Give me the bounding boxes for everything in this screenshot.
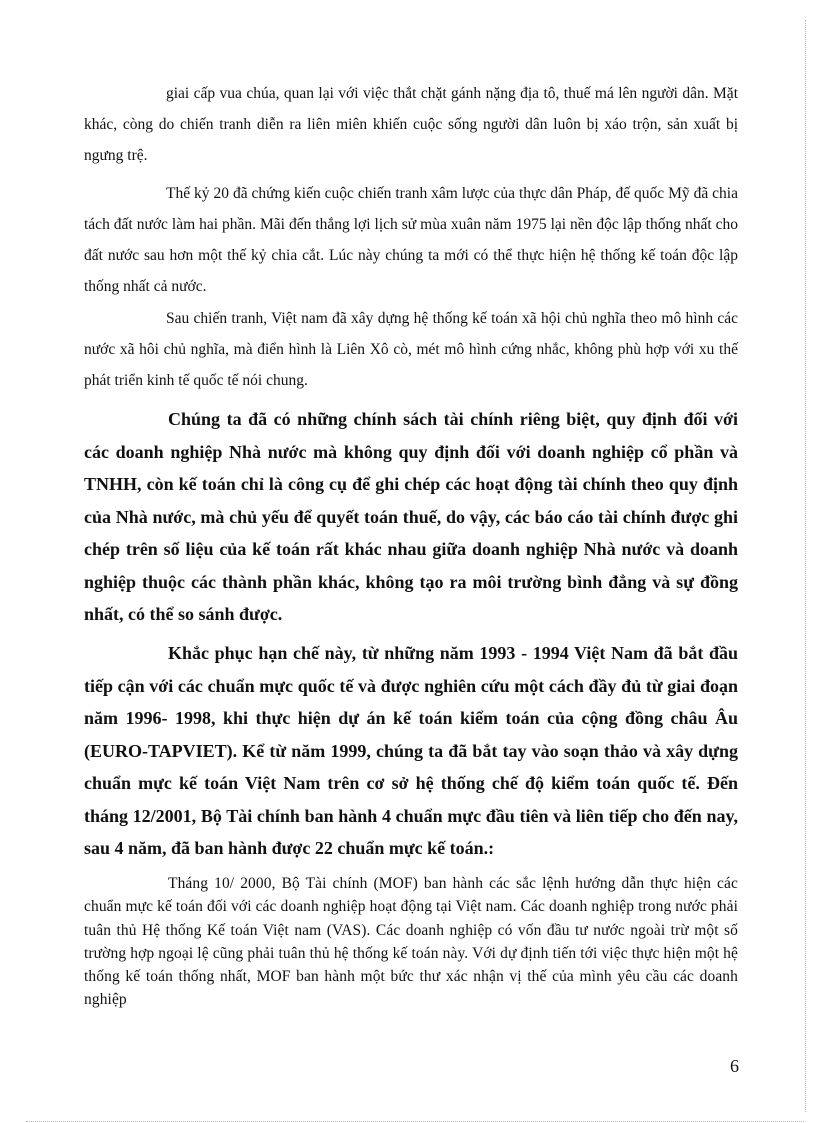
paragraph-2: Thế kỷ 20 đã chứng kiến cuộc chiến tranh xâm lược của thực dân Pháp, đế quốc Mỹ đã chia tách đất nước làm hai phần. Mãi đến thắng lợi lịch sử mùa xuân năm 1975 lại nền độc lập thống nhất cho đất nước sau hơn một thế kỷ chia cắt. Lúc này chúng ta mới có thể thực hiện hệ thống kế toán độc lập thống nhất cả nước. bbox=[84, 185, 738, 295]
paragraph-3: Sau chiến tranh, Việt nam đã xây dựng hệ thống kế toán xã hội chủ nghĩa theo mô hình các nước xã hôi chủ nghĩa, mà điển hình là Liên Xô cò, mét mô hình cứng nhắc, không phù hợp với xu thế phát triển kinh tế quốc tế nói chung. bbox=[84, 310, 738, 389]
page-border-bottom bbox=[26, 1121, 804, 1122]
paragraph-1: giai cấp vua chúa, quan lại với việc thắt chặt gánh nặng địa tô, thuế má lên người dân. Mặt khác, còng do chiến tranh diễn ra liên miên khiến cuộc sống người dân luôn bị xáo trộn, sản xuất bị ngưng trệ. bbox=[84, 85, 738, 164]
page-number: 6 bbox=[730, 1056, 739, 1076]
paragraph-5: Khắc phục hạn chế này, từ những năm 1993 - 1994 Việt Nam đã bắt đầu tiếp cận với các chuẩn mực quốc tế và được nghiên cứu một cách đầy đủ từ giai đoạn năm 1996- 1998, khi thực hiện dự án kế toán kiểm toán của cộng đồng châu Âu (EURO-TAPVIET). Kể từ năm 1999, chúng ta đã bắt tay vào soạn thảo và xây dựng chuẩn mực kế toán Việt Nam trên cơ sở hệ thống chế độ kiểm toán quốc tế. Đến tháng 12/2001, Bộ Tài chính ban hành 4 chuẩn mực đầu tiên và liên tiếp cho đến nay, sau 4 năm, đã ban hành được 22 chuẩn mực kế toán.: bbox=[84, 643, 738, 858]
paragraph-4: Chúng ta đã có những chính sách tài chính riêng biệt, quy định đối với các doanh nghiệp Nhà nước mà không quy định đối với doanh nghiệp cổ phần và TNHH, còn kế toán chỉ là công cụ để ghi chép các hoạt động tài chính theo quy định của Nhà nước, mà chủ yếu để quyết toán thuế, do vậy, các báo cáo tài chính được ghi chép trên số liệu của kế toán rất khác nhau giữa doanh nghiệp Nhà nước và doanh nghiệp thuộc các thành phần khác, không tạo ra môi trường bình đẳng và sự đồng nhất, có thể so sánh được. bbox=[84, 409, 738, 624]
page-border-right bbox=[805, 20, 806, 1112]
paragraph-6: Tháng 10/ 2000, Bộ Tài chính (MOF) ban hành các sắc lệnh hướng dẫn thực hiện các chuẩn mực kế toán đối với các doanh nghiệp hoạt động tại Việt nam. Các doanh nghiệp trong nước phải tuân thủ Hệ thống Kế toán Việt nam (VAS). Các doanh nghiệp có vốn đầu tư nước ngoài trừ một số trường hợp ngoại lệ cũng phải tuân thủ hệ thống kế toán này. Với dự định tiến tới việc thực hiện một hệ thống kế toán thống nhất, MOF ban hành một bức thư xác nhận vị thế của mình yêu cầu các doanh nghiệp bbox=[84, 875, 738, 1009]
